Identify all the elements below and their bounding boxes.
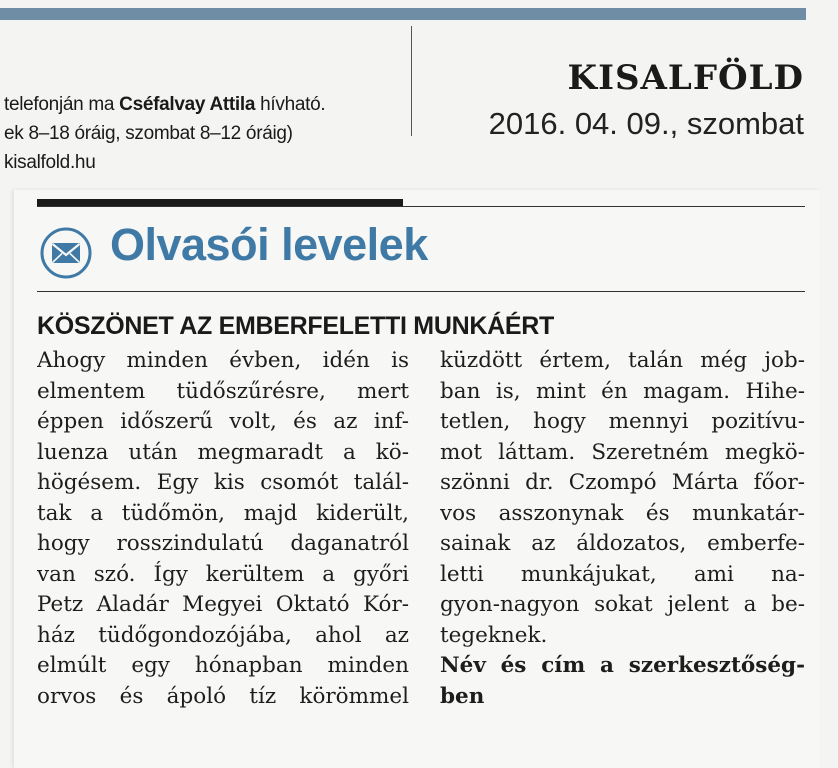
text-line: ház tüdőgondozójába, ahol az <box>37 622 409 648</box>
text-line: Ahogy minden évben, idén is <box>37 348 409 373</box>
text-line: letti munkájukat, ami na- <box>440 561 805 587</box>
text-line: elmentem tüdőszűrésre, mert <box>37 378 409 404</box>
text-line: gyon-nagyon sokat jelent a be- <box>440 592 805 617</box>
text-line: tak a tüdőmön, majd kiderült, <box>37 500 409 526</box>
text-line: küzdött értem, talán még job- <box>440 348 805 373</box>
text-line: vos asszonynak és munkatár- <box>440 500 805 526</box>
text-line: éppen időszerű volt, és az inf- <box>37 409 409 434</box>
section-rule-bottom <box>37 291 805 292</box>
contact-person-name: Cséfalvay Attila <box>119 94 256 115</box>
contact-line-2: ek 8–18 óráig, szombat 8–12 óráig) <box>4 123 293 144</box>
text-line: Petz Aladár Megyei Oktató Kór- <box>37 592 409 617</box>
text-line: tetlen, hogy mennyi pozitívu- <box>440 409 805 434</box>
text-line: elmúlt egy hónapban minden <box>37 653 409 678</box>
text-line: högésem. Egy kis csomót talál- <box>37 470 409 495</box>
contact-info <box>4 90 404 177</box>
section-title: Olvasói levelek <box>110 219 428 270</box>
contact-website: kisalfold.hu <box>4 152 96 173</box>
top-color-bar <box>0 8 806 20</box>
text-line: szönni dr. Czompó Márta főor- <box>440 470 805 495</box>
article-column-1 <box>37 346 409 712</box>
text-line: hogy rosszindulatú daganatról <box>37 531 409 556</box>
text-line: mot láttam. Szeretném megkö- <box>440 439 805 465</box>
envelope-icon <box>40 227 92 279</box>
text-line: sainak az áldozatos, emberfe- <box>440 531 805 556</box>
text-line: van szó. Így kerültem a győri <box>37 561 409 587</box>
text-line: luenza után megmaradt a kö- <box>37 439 409 465</box>
article-column-2 <box>440 346 805 712</box>
article-title: KÖSZÖNET AZ EMBERFELETTI MUNKÁÉRT <box>37 312 554 340</box>
signature-line: Név és cím a szerkesztőség- <box>440 653 805 678</box>
issue-date: 2016. 04. 09., szombat <box>488 106 804 141</box>
text-line: orvos és ápoló tíz körömmel <box>37 683 409 709</box>
text-line: ban is, mint én magam. Hihe- <box>440 378 805 404</box>
author-signature <box>440 651 805 712</box>
contact-line-1: telefonján ma Cséfalvay Attila hívható. <box>4 94 326 115</box>
text-line: tegeknek. <box>440 622 548 648</box>
newspaper-logo: KISALFÖLD <box>567 58 804 98</box>
header-divider <box>411 26 412 136</box>
signature-line: ben <box>440 683 485 709</box>
section-rule-top <box>37 206 805 207</box>
